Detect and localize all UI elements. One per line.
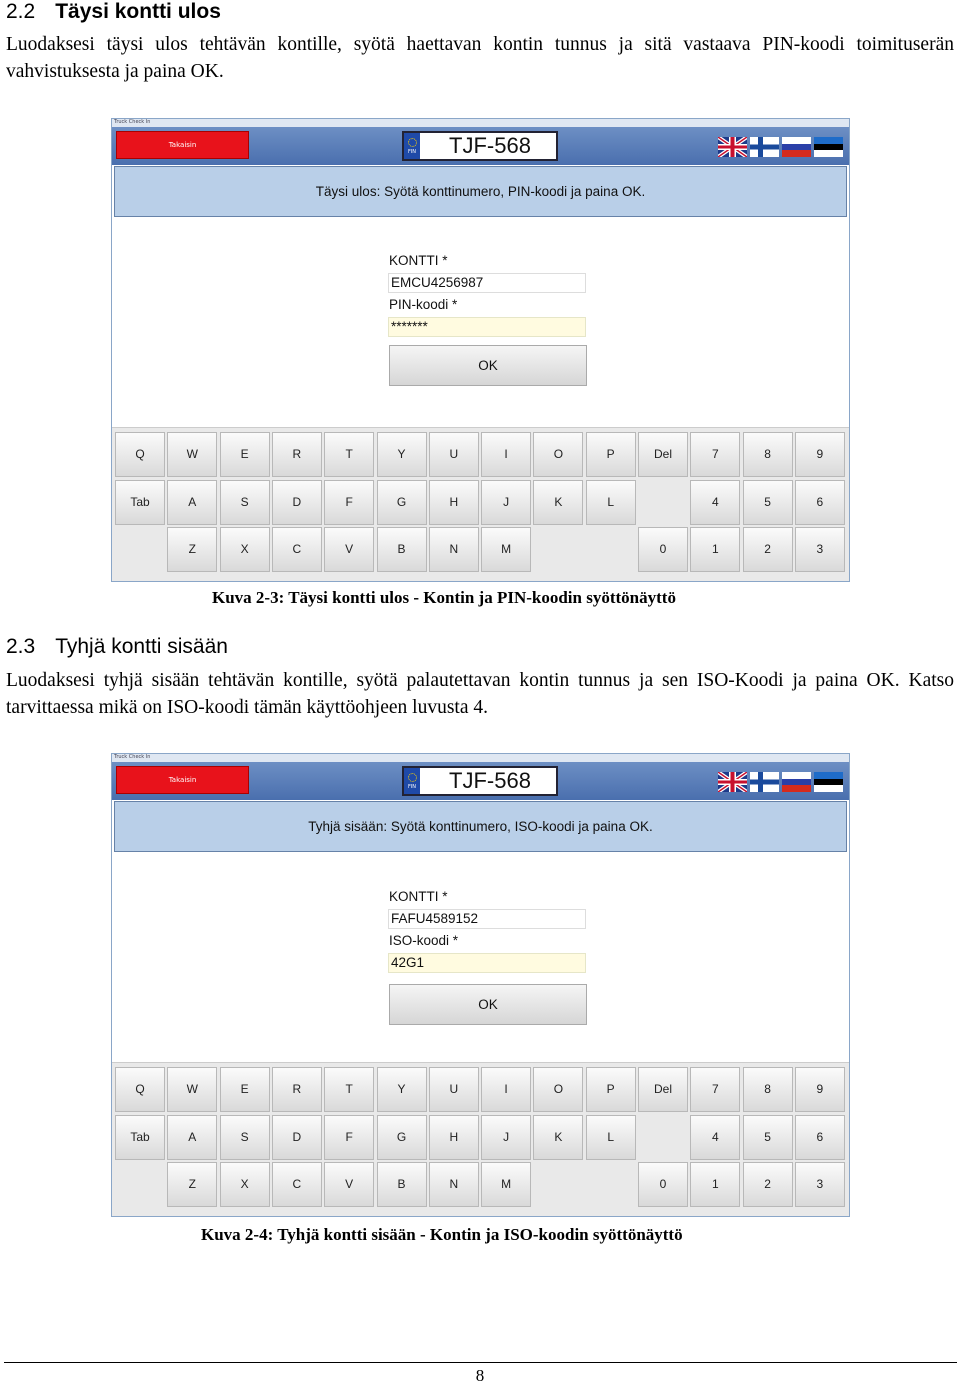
eu-stars-icon xyxy=(408,138,417,147)
pin-code-label: PIN-koodi * xyxy=(389,297,458,312)
back-button[interactable]: Takaisin xyxy=(116,131,249,159)
key-k[interactable]: K xyxy=(533,480,583,525)
key-5[interactable]: 5 xyxy=(743,480,793,525)
key-3[interactable]: 3 xyxy=(795,527,845,572)
container-input[interactable]: FAFU4589152 xyxy=(388,909,586,929)
estonia-flag-icon[interactable] xyxy=(814,137,843,157)
keyboard-blank xyxy=(638,480,688,525)
plate-number: TJF-568 xyxy=(449,133,531,158)
section-2-3-paragraph: Luodaksesi tyhjä sisään tehtävän kontille, syötä palautettavan kontin tunnus ja sen ISO-Koodi ja paina OK. Katso tarvittaessa mikä on ISO-koodi tämän käyttöohjeen luvusta 4. xyxy=(6,670,954,718)
eu-plate-band xyxy=(404,768,420,794)
key-7[interactable]: 7 xyxy=(690,1067,740,1112)
key-x[interactable]: X xyxy=(220,1162,270,1207)
key-w[interactable]: W xyxy=(167,432,217,477)
key-x[interactable]: X xyxy=(220,527,270,572)
keyboard-blank xyxy=(638,1115,688,1160)
key-b[interactable]: B xyxy=(377,527,427,572)
top-bar xyxy=(112,762,849,800)
window-title: Truck Check In xyxy=(114,754,151,760)
section-2-2-paragraph: Luodaksesi täysi ulos tehtävän kontille, syötä haettavan kontin tunnus ja sitä vastaava PIN-koodi toimituserän vahvistuksesta ja paina OK. xyxy=(6,34,954,82)
key-j[interactable]: J xyxy=(481,1115,531,1160)
container-label: KONTTI * xyxy=(389,889,448,904)
back-button[interactable]: Takaisin xyxy=(116,766,249,794)
eu-stars-icon xyxy=(408,773,417,782)
iso-code-label: ISO-koodi * xyxy=(389,933,459,948)
key-g[interactable]: G xyxy=(377,480,427,525)
figure-caption-2-3: Kuva 2-3: Täysi kontti ulos - Kontin ja PIN-koodin syöttönäyttö xyxy=(212,588,676,607)
key-q[interactable]: Q xyxy=(115,1067,165,1112)
key-t[interactable]: T xyxy=(324,1067,374,1112)
container-label: KONTTI * xyxy=(389,253,448,268)
key-8[interactable]: 8 xyxy=(743,432,793,477)
key-m[interactable]: M xyxy=(481,527,531,572)
eu-plate-band xyxy=(404,133,420,159)
key-z[interactable]: Z xyxy=(167,1162,217,1207)
license-plate xyxy=(402,766,558,796)
key-o[interactable]: O xyxy=(533,432,583,477)
keyboard-blank xyxy=(533,1162,583,1207)
key-p[interactable]: P xyxy=(586,432,636,477)
key-o[interactable]: O xyxy=(533,1067,583,1112)
uk-flag-icon[interactable] xyxy=(718,137,747,157)
language-flags xyxy=(718,772,844,792)
section-title: Täysi kontti ulos xyxy=(55,0,221,23)
language-flags xyxy=(718,137,844,157)
screenshot-full-out xyxy=(111,118,850,582)
key-6[interactable]: 6 xyxy=(795,480,845,525)
key-l[interactable]: L xyxy=(586,1115,636,1160)
finland-flag-icon[interactable] xyxy=(750,137,779,157)
key-w[interactable]: W xyxy=(167,1067,217,1112)
section-number: 2.3 xyxy=(6,635,36,658)
section-title: Tyhjä kontti sisään xyxy=(55,635,228,658)
page-number: 8 xyxy=(475,1366,485,1385)
key-9[interactable]: 9 xyxy=(795,432,845,477)
key-0[interactable]: 0 xyxy=(638,1162,688,1207)
keyboard-blank xyxy=(115,527,165,572)
key-s[interactable]: S xyxy=(220,1115,270,1160)
key-v[interactable]: V xyxy=(324,1162,374,1207)
key-c[interactable]: C xyxy=(272,1162,322,1207)
estonia-flag-icon[interactable] xyxy=(814,772,843,792)
section-2-3-heading xyxy=(6,635,228,659)
top-bar xyxy=(112,127,849,165)
key-n[interactable]: N xyxy=(429,1162,479,1207)
plate-country: FIN xyxy=(407,149,417,155)
plate-country: FIN xyxy=(407,784,417,790)
key-n[interactable]: N xyxy=(429,527,479,572)
key-d[interactable]: D xyxy=(272,1115,322,1160)
iso-code-input[interactable]: 42G1 xyxy=(388,953,586,973)
key-1[interactable]: 1 xyxy=(690,527,740,572)
key-3[interactable]: 3 xyxy=(795,1162,845,1207)
key-0[interactable]: 0 xyxy=(638,527,688,572)
key-m[interactable]: M xyxy=(481,1162,531,1207)
ok-button[interactable]: OK xyxy=(389,984,587,1025)
key-4[interactable]: 4 xyxy=(690,1115,740,1160)
on-screen-keyboard xyxy=(112,1062,849,1217)
keyboard-blank xyxy=(586,527,636,572)
key-h[interactable]: H xyxy=(429,480,479,525)
key-9[interactable]: 9 xyxy=(795,1067,845,1112)
keyboard-blank xyxy=(586,1162,636,1207)
key-s[interactable]: S xyxy=(220,480,270,525)
figure-caption-2-4: Kuva 2-4: Tyhjä kontti sisään - Kontin ja ISO-koodin syöttönäyttö xyxy=(201,1225,683,1244)
screenshot-empty-in xyxy=(111,753,850,1217)
russia-flag-icon[interactable] xyxy=(782,772,811,792)
key-r[interactable]: R xyxy=(272,1067,322,1112)
key-6[interactable]: 6 xyxy=(795,1115,845,1160)
key-a[interactable]: A xyxy=(167,1115,217,1160)
on-screen-keyboard xyxy=(112,427,849,582)
instruction-bar: Tyhjä sisään: Syötä konttinumero, ISO-koodi ja paina OK. xyxy=(114,801,847,852)
key-p[interactable]: P xyxy=(586,1067,636,1112)
uk-flag-icon[interactable] xyxy=(718,772,747,792)
key-7[interactable]: 7 xyxy=(690,432,740,477)
key-e[interactable]: E xyxy=(220,1067,270,1112)
key-tab[interactable]: Tab xyxy=(115,1115,165,1160)
window-title: Truck Check In xyxy=(114,119,151,125)
key-v[interactable]: V xyxy=(324,527,374,572)
key-8[interactable]: 8 xyxy=(743,1067,793,1112)
key-g[interactable]: G xyxy=(377,1115,427,1160)
key-a[interactable]: A xyxy=(167,480,217,525)
key-j[interactable]: J xyxy=(481,480,531,525)
key-l[interactable]: L xyxy=(586,480,636,525)
key-tab[interactable]: Tab xyxy=(115,480,165,525)
key-d[interactable]: D xyxy=(272,480,322,525)
key-y[interactable]: Y xyxy=(377,432,427,477)
key-z[interactable]: Z xyxy=(167,527,217,572)
keyboard-blank xyxy=(533,527,583,572)
key-q[interactable]: Q xyxy=(115,432,165,477)
key-c[interactable]: C xyxy=(272,527,322,572)
footer-rule xyxy=(4,1362,957,1363)
key-t[interactable]: T xyxy=(324,432,374,477)
container-input[interactable]: EMCU4256987 xyxy=(388,273,586,293)
section-2-2-heading xyxy=(6,0,221,24)
key-e[interactable]: E xyxy=(220,432,270,477)
keyboard-blank xyxy=(115,1162,165,1207)
key-2[interactable]: 2 xyxy=(743,1162,793,1207)
ok-button[interactable]: OK xyxy=(389,345,587,386)
russia-flag-icon[interactable] xyxy=(782,137,811,157)
key-5[interactable]: 5 xyxy=(743,1115,793,1160)
key-b[interactable]: B xyxy=(377,1162,427,1207)
key-u[interactable]: U xyxy=(429,1067,479,1112)
key-2[interactable]: 2 xyxy=(743,527,793,572)
key-f[interactable]: F xyxy=(324,1115,374,1160)
key-i[interactable]: I xyxy=(481,432,531,477)
key-1[interactable]: 1 xyxy=(690,1162,740,1207)
key-h[interactable]: H xyxy=(429,1115,479,1160)
window-title-strip xyxy=(112,119,849,127)
key-y[interactable]: Y xyxy=(377,1067,427,1112)
key-u[interactable]: U xyxy=(429,432,479,477)
key-r[interactable]: R xyxy=(272,432,322,477)
key-k[interactable]: K xyxy=(533,1115,583,1160)
instruction-bar: Täysi ulos: Syötä konttinumero, PIN-koodi ja paina OK. xyxy=(114,166,847,217)
finland-flag-icon[interactable] xyxy=(750,772,779,792)
key-4[interactable]: 4 xyxy=(690,480,740,525)
key-i[interactable]: I xyxy=(481,1067,531,1112)
window-title-strip xyxy=(112,754,849,762)
key-del[interactable]: Del xyxy=(638,432,688,477)
key-del[interactable]: Del xyxy=(638,1067,688,1112)
key-f[interactable]: F xyxy=(324,480,374,525)
license-plate xyxy=(402,131,558,161)
plate-number: TJF-568 xyxy=(449,768,531,793)
section-number: 2.2 xyxy=(6,0,36,23)
pin-code-input[interactable]: ******* xyxy=(388,317,586,337)
